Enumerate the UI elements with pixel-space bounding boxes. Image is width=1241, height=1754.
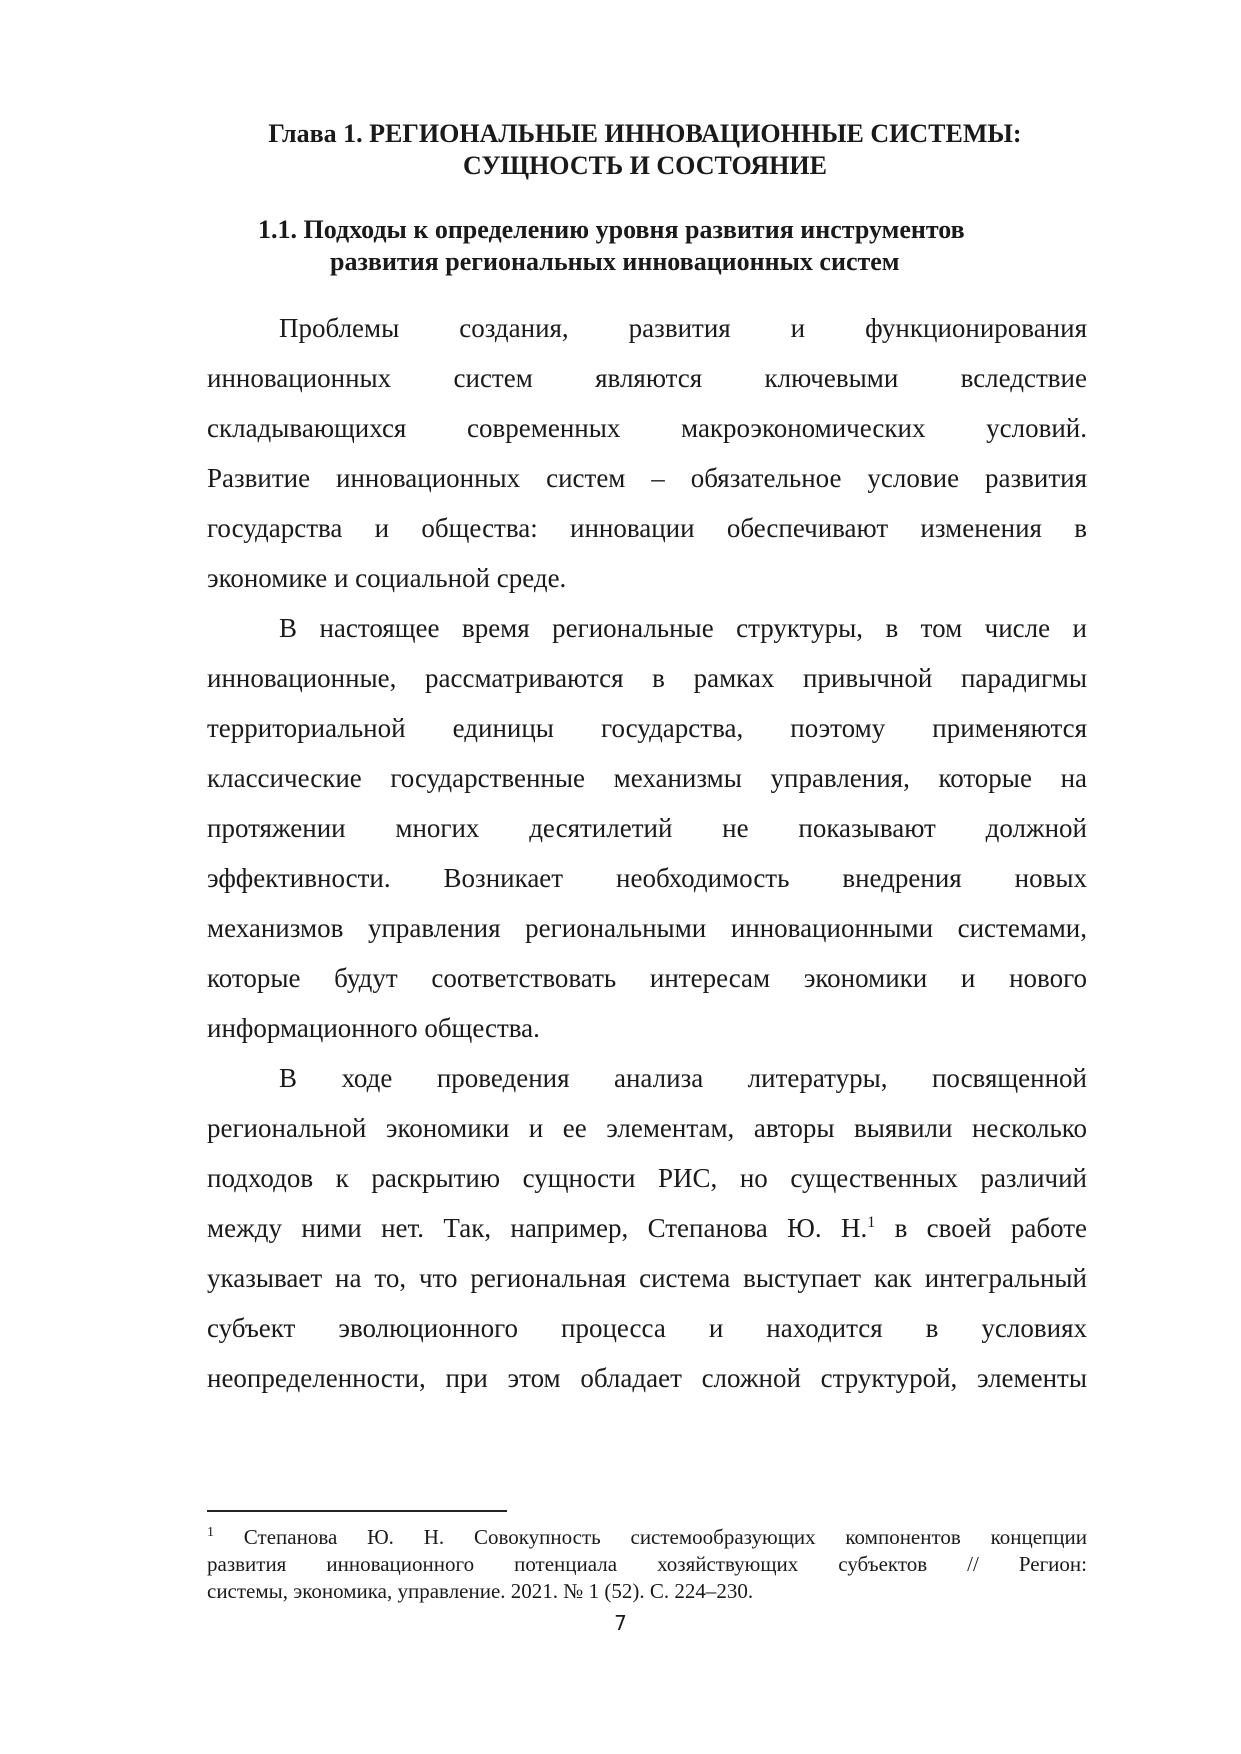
text-line: указывает на то, что региональная система выступает как интегральный <box>207 1263 1087 1293</box>
text-line: информационного общества. <box>207 1013 540 1043</box>
text-line: региональной экономики и ее элементам, авторы выявили несколько <box>207 1113 1087 1143</box>
paragraph-3 <box>207 1053 1087 1403</box>
text-line: Развитие инновационных систем – обязательное условие развития <box>207 463 1087 493</box>
text-line-with-footnote <box>207 1203 1087 1253</box>
paragraph-2 <box>207 603 1087 1053</box>
text-line: складывающихся современных макроэкономических условий. <box>207 413 1087 443</box>
footnote-line-2: развития инновационного потенциала хозяйствующих субъектов // Регион: <box>207 1552 1087 1576</box>
text-line: субъект эволюционного процесса и находится в условиях <box>207 1313 1087 1343</box>
text-line: инновационные, рассматриваются в рамках привычной парадигмы <box>207 663 1087 693</box>
chapter-title-line-2: СУЩНОСТЬ И СОСТОЯНИЕ <box>463 151 827 180</box>
footnote-divider <box>207 1510 507 1512</box>
footnote-line-3: системы, экономика, управление. 2021. № 1 (52). С. 224–230. <box>207 1579 754 1603</box>
chapter-title <box>205 118 1085 182</box>
text-line: В ходе проведения анализа литературы, посвященной <box>279 1063 1087 1093</box>
text-line: Проблемы создания, развития и функционирования <box>279 313 1087 343</box>
text-line: протяжении многих десятилетий не показывают должной <box>207 813 1087 843</box>
text-line: классические государственные механизмы управления, которые на <box>207 763 1087 793</box>
text-line: неопределенности, при этом обладает сложной структурой, элементы <box>207 1363 1087 1393</box>
page-number: 7 <box>614 1611 627 1635</box>
chapter-title-line-1: Глава 1. РЕГИОНАЛЬНЫЕ ИННОВАЦИОННЫЕ СИСТЕМЫ: <box>268 119 1022 148</box>
text-fragment: в своей работе <box>875 1213 1087 1243</box>
footnote-line-1 <box>207 1524 1087 1551</box>
footnote-marker: 1 <box>207 1525 214 1540</box>
section-title-line-1: 1.1. Подходы к определению уровня развития инструментов <box>258 215 965 244</box>
body-text <box>207 303 1087 1403</box>
section-title <box>258 214 1088 278</box>
text-line: государства и общества: инновации обеспечивают изменения в <box>207 513 1087 543</box>
footnote <box>207 1524 1087 1605</box>
text-line: подходов к раскрытию сущности РИС, но существенных различий <box>207 1163 1087 1193</box>
text-line: инновационных систем являются ключевыми вследствие <box>207 363 1087 393</box>
section-title-line-2: развития региональных инновационных систем <box>330 247 900 276</box>
text-line: эффективности. Возникает необходимость внедрения новых <box>207 863 1087 893</box>
paragraph-1 <box>207 303 1087 603</box>
text-fragment: между ними нет. Так, например, Степанова Ю. Н. <box>207 1213 868 1243</box>
footnote-reference[interactable]: 1 <box>867 1214 876 1231</box>
footnote-text: Степанова Ю. Н. Совокупность системообразующих компонентов концепции <box>214 1525 1087 1549</box>
text-line: территориальной единицы государства, поэтому применяются <box>207 713 1087 743</box>
text-line: экономике и социальной среде. <box>207 563 567 593</box>
text-line: механизмов управления региональными инновационными системами, <box>207 913 1087 943</box>
text-line: которые будут соответствовать интересам экономики и нового <box>207 963 1087 993</box>
text-line: В настоящее время региональные структуры, в том числе и <box>279 613 1087 643</box>
